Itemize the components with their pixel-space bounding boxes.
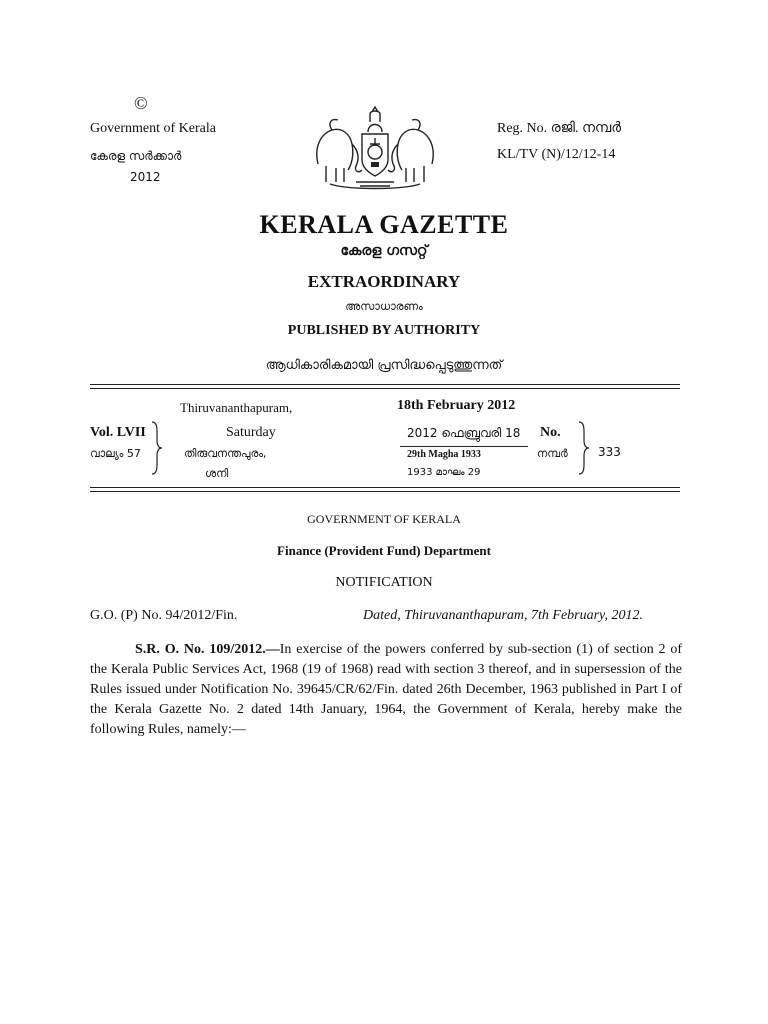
bottom-rule — [90, 487, 680, 488]
volume-number: Vol. LVII — [90, 425, 146, 440]
gazette-title: KERALA GAZETTE — [259, 210, 509, 239]
issue-number-label: No. — [540, 425, 561, 440]
copyright-symbol: © — [134, 93, 148, 113]
notification-government: GOVERNMENT OF KERALA — [307, 512, 461, 526]
issue-number: 333 — [598, 445, 621, 459]
government-name-ml: കേരള സർക്കാർ — [90, 149, 182, 163]
gazette-title-ml: കേരള ഗസറ്റ് — [340, 243, 428, 259]
bottom-rule-inner — [90, 491, 680, 492]
department-name: Finance (Provident Fund) Department — [277, 543, 491, 558]
issue-date: 18th February 2012 — [397, 398, 516, 413]
edition-label-ml: അസാധാരണം — [345, 300, 423, 313]
notification-body-text: In exercise of the powers conferred by sub-section (1) of section 2 of the Kerala Public Services Act, 1968 (19 of 1968) read with section 3 thereof, and in supersession of the Rules issued under Notification No. 39645/CR/62/Fin. dated 26th December, 1963 published in Part I of the Kerala Gazette No. 2 dated 14th January, 1964, the Government of Kerala, hereby make the following Rules, namely:— — [90, 642, 682, 737]
issue-number-label-ml: നമ്പർ — [537, 447, 568, 460]
volume-brace-icon — [150, 420, 164, 476]
top-rule — [90, 384, 680, 385]
edition-label: EXTRAORDINARY — [307, 272, 461, 291]
kerala-emblem-icon — [308, 104, 442, 194]
issue-date-ml: 2012 ഫെബ്രുവരി 18 — [407, 426, 521, 440]
registration-code: KL/TV (N)/12/12-14 — [497, 147, 616, 162]
government-name-en: Government of Kerala — [90, 121, 216, 136]
top-rule-inner — [90, 388, 680, 389]
notification-date: Dated, Thiruvananthapuram, 7th February, 2012. — [363, 608, 643, 623]
issue-day-ml: ശനി — [205, 467, 229, 480]
notification-heading: NOTIFICATION — [335, 575, 433, 590]
copyright-year: 2012 — [130, 170, 161, 184]
issue-place-ml: തിരുവനന്തപുരം, — [184, 447, 267, 460]
volume-number-ml: വാല്യം 57 — [90, 447, 141, 460]
issue-day: Saturday — [226, 425, 276, 440]
sro-number: S.R. O. No. 109/2012.— — [135, 642, 280, 657]
issue-place: Thiruvananthapuram, — [180, 400, 293, 415]
saka-date: 29th Magha 1933 — [407, 449, 481, 460]
date-divider — [400, 446, 528, 447]
published-by-authority: PUBLISHED BY AUTHORITY — [287, 323, 481, 338]
registration-label: Reg. No. രജി. നമ്പർ — [497, 121, 622, 136]
number-brace-icon — [577, 420, 591, 476]
notification-body — [90, 640, 682, 740]
saka-date-ml: 1933 മാഘം 29 — [407, 467, 481, 478]
go-number: G.O. (P) No. 94/2012/Fin. — [90, 608, 238, 623]
published-by-authority-ml: ആധികാരികമായി പ്രസിദ്ധപ്പെടുത്തുന്നത് — [265, 358, 503, 373]
